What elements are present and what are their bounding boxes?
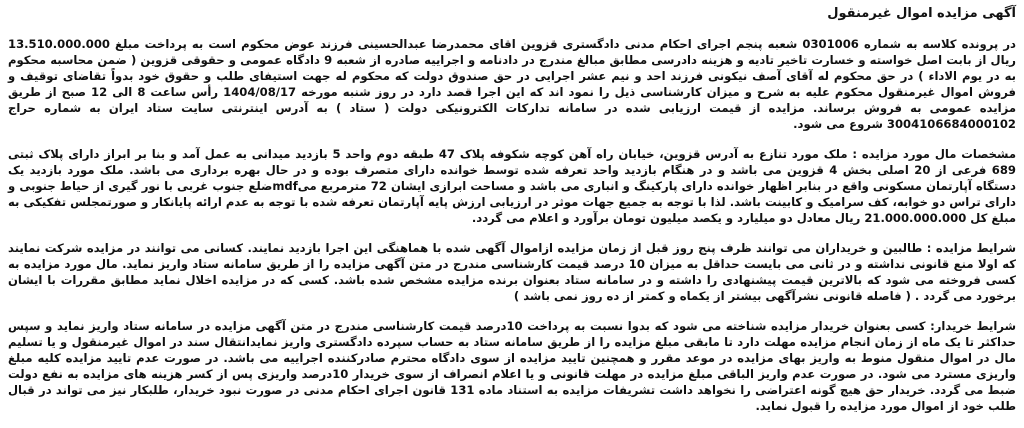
notice-title: آگهی مزایده اموال غیرمنقول bbox=[827, 6, 1016, 21]
notice-paragraph-buyer-terms: شرایط خریدار: کسی بعنوان خریدار مزایده شناخته می شود که بدوا نسبت به پرداخت 10درصد قیمت کارشناسی مندرج در متن آگهی مزایده در سامانه ستاد واریز نماید و سپس حداکثر تا یک ماه از زمان انجام مزایده مهلت دارد تا مابقی مبلغ مزایده را از طریق سامانه ستاد به حساب سپرده دادگستری واریز نمایدانتقال سند در اموال غیرمنقول و یا تسلیم مال در اموال منقول منوط به واریز بهای مزایده در موعد مقرر و همچنین تایید مزایده از سوی دادگاه محترم صادرکننده اجراییه می باشد. در صورت عدم تایید مزایده کلیه مبلغ واریزی مسترد می شود. در صورت عدم واریز الباقی مبلغ مزایده در مهلت قانونی و یا اعلام انصراف از سوی خریدار 10درصد واریزی پس از کسر هزینه های مزایده به نفع دولت ضبط می گردد. خریدار حق هیچ گونه اعتراضی را نخواهد داشت تشریفات مزایده به استناد ماده 131 قانون اجرای احکام مدنی در صورت نبود خریدار، طلبکار نیز می تواند در قبال طلب خود از اموال مورد مزایده را قبول نماید. bbox=[8, 319, 1016, 413]
notice-paragraph-property-specs: مشخصات مال مورد مزایده : ملک مورد تنازع به آدرس قزوین، خیابان راه آهن کوچه شکوفه پلاک 47 طبقه دوم واحد 5 بازدید میدانی به عمل آمد و بنا بر ابراز دارای پلاک ثبتی 689 فرعی از 20 اصلی بخش 4 قزوین می باشد و در هنگام بازدید واحد تعرفه شده توسط خوانده دارای متصرف بوده و در حال بهره برداری می باشد. ملک مورد بازدید یک دستگاه آپارتمان مسکونی واقع در بنابر اظهار خوانده دارای پارکینگ و انباری می باشد و مساحت ابرازی ایشان 72 مترمربع میmdfضلع جنوب غربی با نور گیری از حیاط جنوبی و دارای تراس دو خوابه، کف سرامیک و کابینت باشد. لذا با توجه به جمیع جهات موثر در ارزیابی ارزش پایه آپارتمان تعرفه شده با توجه به عدم ارائه پایانکار و صورتمجلس تفکیکی به مبلغ کل 21.000.000.000 ریال معادل دو میلیارد و یکصد میلیون تومان برآورد و اعلام می گردد. bbox=[8, 147, 1017, 225]
notice-paragraph-auction-terms: شرایط مزایده : طالبین و خریداران می توانند ظرف پنج روز قبل از زمان مزایده ازاموال آگهی شده با هماهنگی این اجرا بازدید نمایند. کسانی می توانند در مزایده شرکت نمایند که اولا منع قانونی نداشته و در ثانی می بایست حداقل به میزان 10 درصد قیمت کارشناسی مندرج در متن آگهی مزایده را از طریق سامانه ستاد واریز نماید. مال مورد مزایده به کسی فروخته می شود که بالاترین قیمت پیشنهادی را داشته و در سامانه ستاد بعنوان برنده مزایده مشخص شده باشد. کسی که در مزایده اخلال نماید مطابق مقررات با ایشان برخورد می گردد . ( فاصله قانونی نشرآگهی بیشتر از یکماه و کمتر از ده روز نمی باشد ) bbox=[8, 241, 1016, 303]
notice-paragraph-case: در پرونده کلاسه به شماره 0301006 شعبه پنجم اجرای احکام مدنی دادگستری قزوین اقای محمدرضا عبدالحسینی فرزند عوض محکوم است به پرداخت مبلغ 13.510.000.000 ریال از بابت اصل خواسته و خسارت تاخیر تادیه و هزینه دادرسی مطابق مبالغ مندرج در دادنامه و اجراییه صادره از شعبه 9 دادگاه عمومی و حقوقی قزوین ( ضمن محاسبه محکوم به در یوم الاداء ) در حق محکوم له آقای آصف نیکونی فرزند احد و نیم عشر اجرایی در حق صندوق دولت که محکوم له جهت استیفای طلب و حقوق خود بدواً تقاضای توقیف و فروش اموال غیرمنقول محکوم علیه به شرح و میزان کارشناسی ذیل را نمود اند که این اجرا قصد دارد در روز شنبه مورخه 1404/08/17 رأس ساعت 8 الی 12 صبح از طریق مزایده عمومی به فروش برساند. مزایده از قیمت ارزیابی شده در سامانه تدارکات الکترونیکی دولت ( ستاد ) به آدرس اینترنتی سایت ستاد ایران به شماره حراج 3004106684000102 شروع می شود. bbox=[8, 37, 1016, 131]
